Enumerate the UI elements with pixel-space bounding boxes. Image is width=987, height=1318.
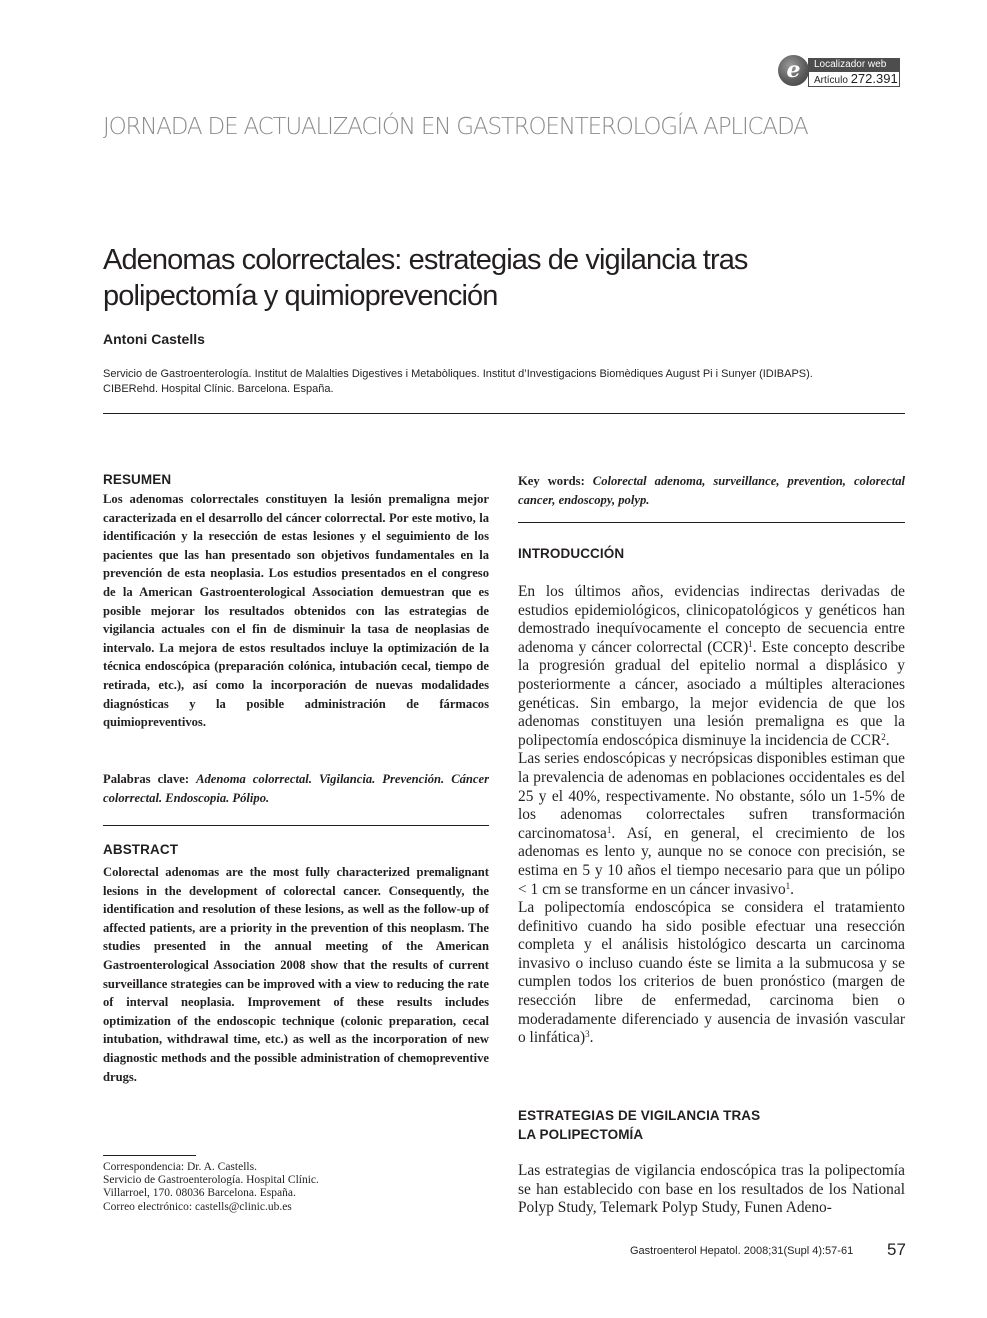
estrategias-heading: ESTRATEGIAS DE VIGILANCIA TRAS LA POLIPECTOMÍA: [518, 1108, 761, 1142]
web-locator-label: Localizador web: [808, 58, 900, 71]
header-divider: [103, 413, 905, 414]
correspondence: Correspondencia: Dr. A. Castells. Servicio de Gastroenterología. Hospital Clínic. Villarroel, 170. 08036 Barcelona. España. Correo electrónico: castells@clinic.ub.es: [103, 1161, 463, 1214]
keywords-divider: [518, 522, 905, 523]
web-locator-badge: [778, 53, 902, 91]
resumen-divider: [103, 825, 489, 826]
abstract-text: Colorectal adenomas are the most fully characterized premalignant lesions in the development of colorectal cancer. Consequently, the identification and resolution of these lesions, as well as the follow-up of affected patients, are a priority in the prevention of this neoplasm. The studies presented in the annual meeting of the American Gastroenterological Association 2008 show that the results of current surveillance strategies can be improved with a view to reducing the rate of interval neoplasia. Improvement of these results includes optimization of the endoscopic technique (colonic preparation, cecal intubation, withdrawal time, etc.) as well as the incorporation of new diagnostic methods and the possible administration of chemopreventive drugs.: [103, 865, 489, 1084]
author-name: Antoni Castells: [103, 331, 205, 347]
page-number: 57: [887, 1240, 906, 1259]
article-number: 272.391: [850, 71, 898, 86]
intro-paragraph-3: La polipectomía endoscópica se considera el tratamiento definitivo cuando ha sido posible efectuar una resección completa y el análisis histológico descarta un carcinoma invasivo o incluso cuando éste se limita a la submucosa y se cumplen todos los criterios de buen pronóstico (margen de resección libre de enfermedad, carcinoma bien o moderadamente diferenciado y ausencia de invasión vascular o linfática)$^3$.: [518, 899, 905, 1047]
introduccion-text: [518, 583, 905, 1048]
journal-citation: Gastroenterol Hepatol. 2008;31(Supl 4):57-61: [630, 1245, 854, 1257]
key-words: Key words: Colorectal adenoma, surveillance, prevention, colorectal cancer, endoscopy, polyp.: [518, 474, 905, 507]
article-number-box: Artículo 272.391: [808, 71, 900, 87]
article-title: Adenomas colorrectales: estrategias de vigilancia tras polipectomía y quimioprevención: [103, 244, 748, 312]
journal-section-header: JORNADA DE ACTUALIZACIÓN EN GASTROENTEROLOGÍA APLICADA: [103, 114, 808, 140]
footnote-rule: [103, 1155, 196, 1156]
correspondence-email: Correo electrónico: castells@clinic.ub.es: [103, 1200, 292, 1213]
intro-paragraph-1: En los últimos años, evidencias indirectas derivadas de estudios epidemiológicos, clinicopatológicos y genéticos han demostrado inequívocamente el concepto de secuencia entre adenoma y cáncer colorrectal (CCR)$^1$. Este concepto describe la progresión gradual del epitelio normal a displásico y posteriormente a cáncer, asociado a múltiples alteraciones genéticas. Sin embargo, la mejor evidencia de que los adenomas constituyen una lesión premaligna es que la polipectomía endoscópica disminuye la incidencia de CCR$^2$.: [518, 583, 906, 749]
author-affiliation: Servicio de Gastroenterología. Institut de Malalties Digestives i Metabòliques. Institut d’Investigacions Biomèdiques August Pi i Sunyer (IDIBAPS). CIBERehd. Hospital Clínic. Barcelona. España.: [103, 368, 813, 395]
palabras-clave: Palabras clave: Adenoma colorrectal. Vigilancia. Prevención. Cáncer colorrectal. Endoscopia. Pólipo.: [103, 772, 489, 805]
estrategias-text: Las estrategias de vigilancia endoscópica tras la polipectomía se han establecido con base en los resultados de los National Polyp Study, Telemark Polyp Study, Funen Adeno-: [518, 1162, 905, 1217]
resumen-heading: RESUMEN: [103, 472, 172, 487]
abstract-heading: ABSTRACT: [103, 842, 179, 857]
e-logo-icon: e: [778, 55, 809, 86]
introduccion-heading: INTRODUCCIÓN: [518, 546, 625, 561]
resumen-text: Los adenomas colorrectales constituyen la lesión premaligna mejor caracterizada en el desarrollo del cáncer colorrectal. Por este motivo, la identificación y la resección de estas lesiones y el seguimiento de los pacientes que las han presentado son objetivos fundamentales en la prevención de esta neoplasia. Los estudios presentados en el congreso de la American Gastroenterological Association demuestran que es posible mejorar los resultados obtenidos con las estrategias de vigilancia actuales con el fin de disminuir la tasa de neoplasias de intervalo. La mejora de estos resultados incluye la optimización de la técnica endoscópica (preparación colónica, intubación cecal, tiempo de retirada, etc.), así como la incorporación de nuevas modalidades diagnósticas y la posible administración de fármacos quimiopreventivos.: [103, 492, 489, 730]
intro-paragraph-2: Las series endoscópicas y necrópsicas disponibles estiman que la prevalencia de adenomas en poblaciones occidentales es del 25 y el 40%, respectivamente. No obstante, sólo un 1-5% de los adenomas colorrectales sufren transformación carcinomatosa$^1$. Así, en general, el crecimiento de los adenomas es lento y, aunque no se conoce con precisión, se estima en 5 y 10 años el tiempo necesario para que un pólipo < 1 cm se transforme en un cáncer invasivo$^1$.: [518, 750, 905, 898]
